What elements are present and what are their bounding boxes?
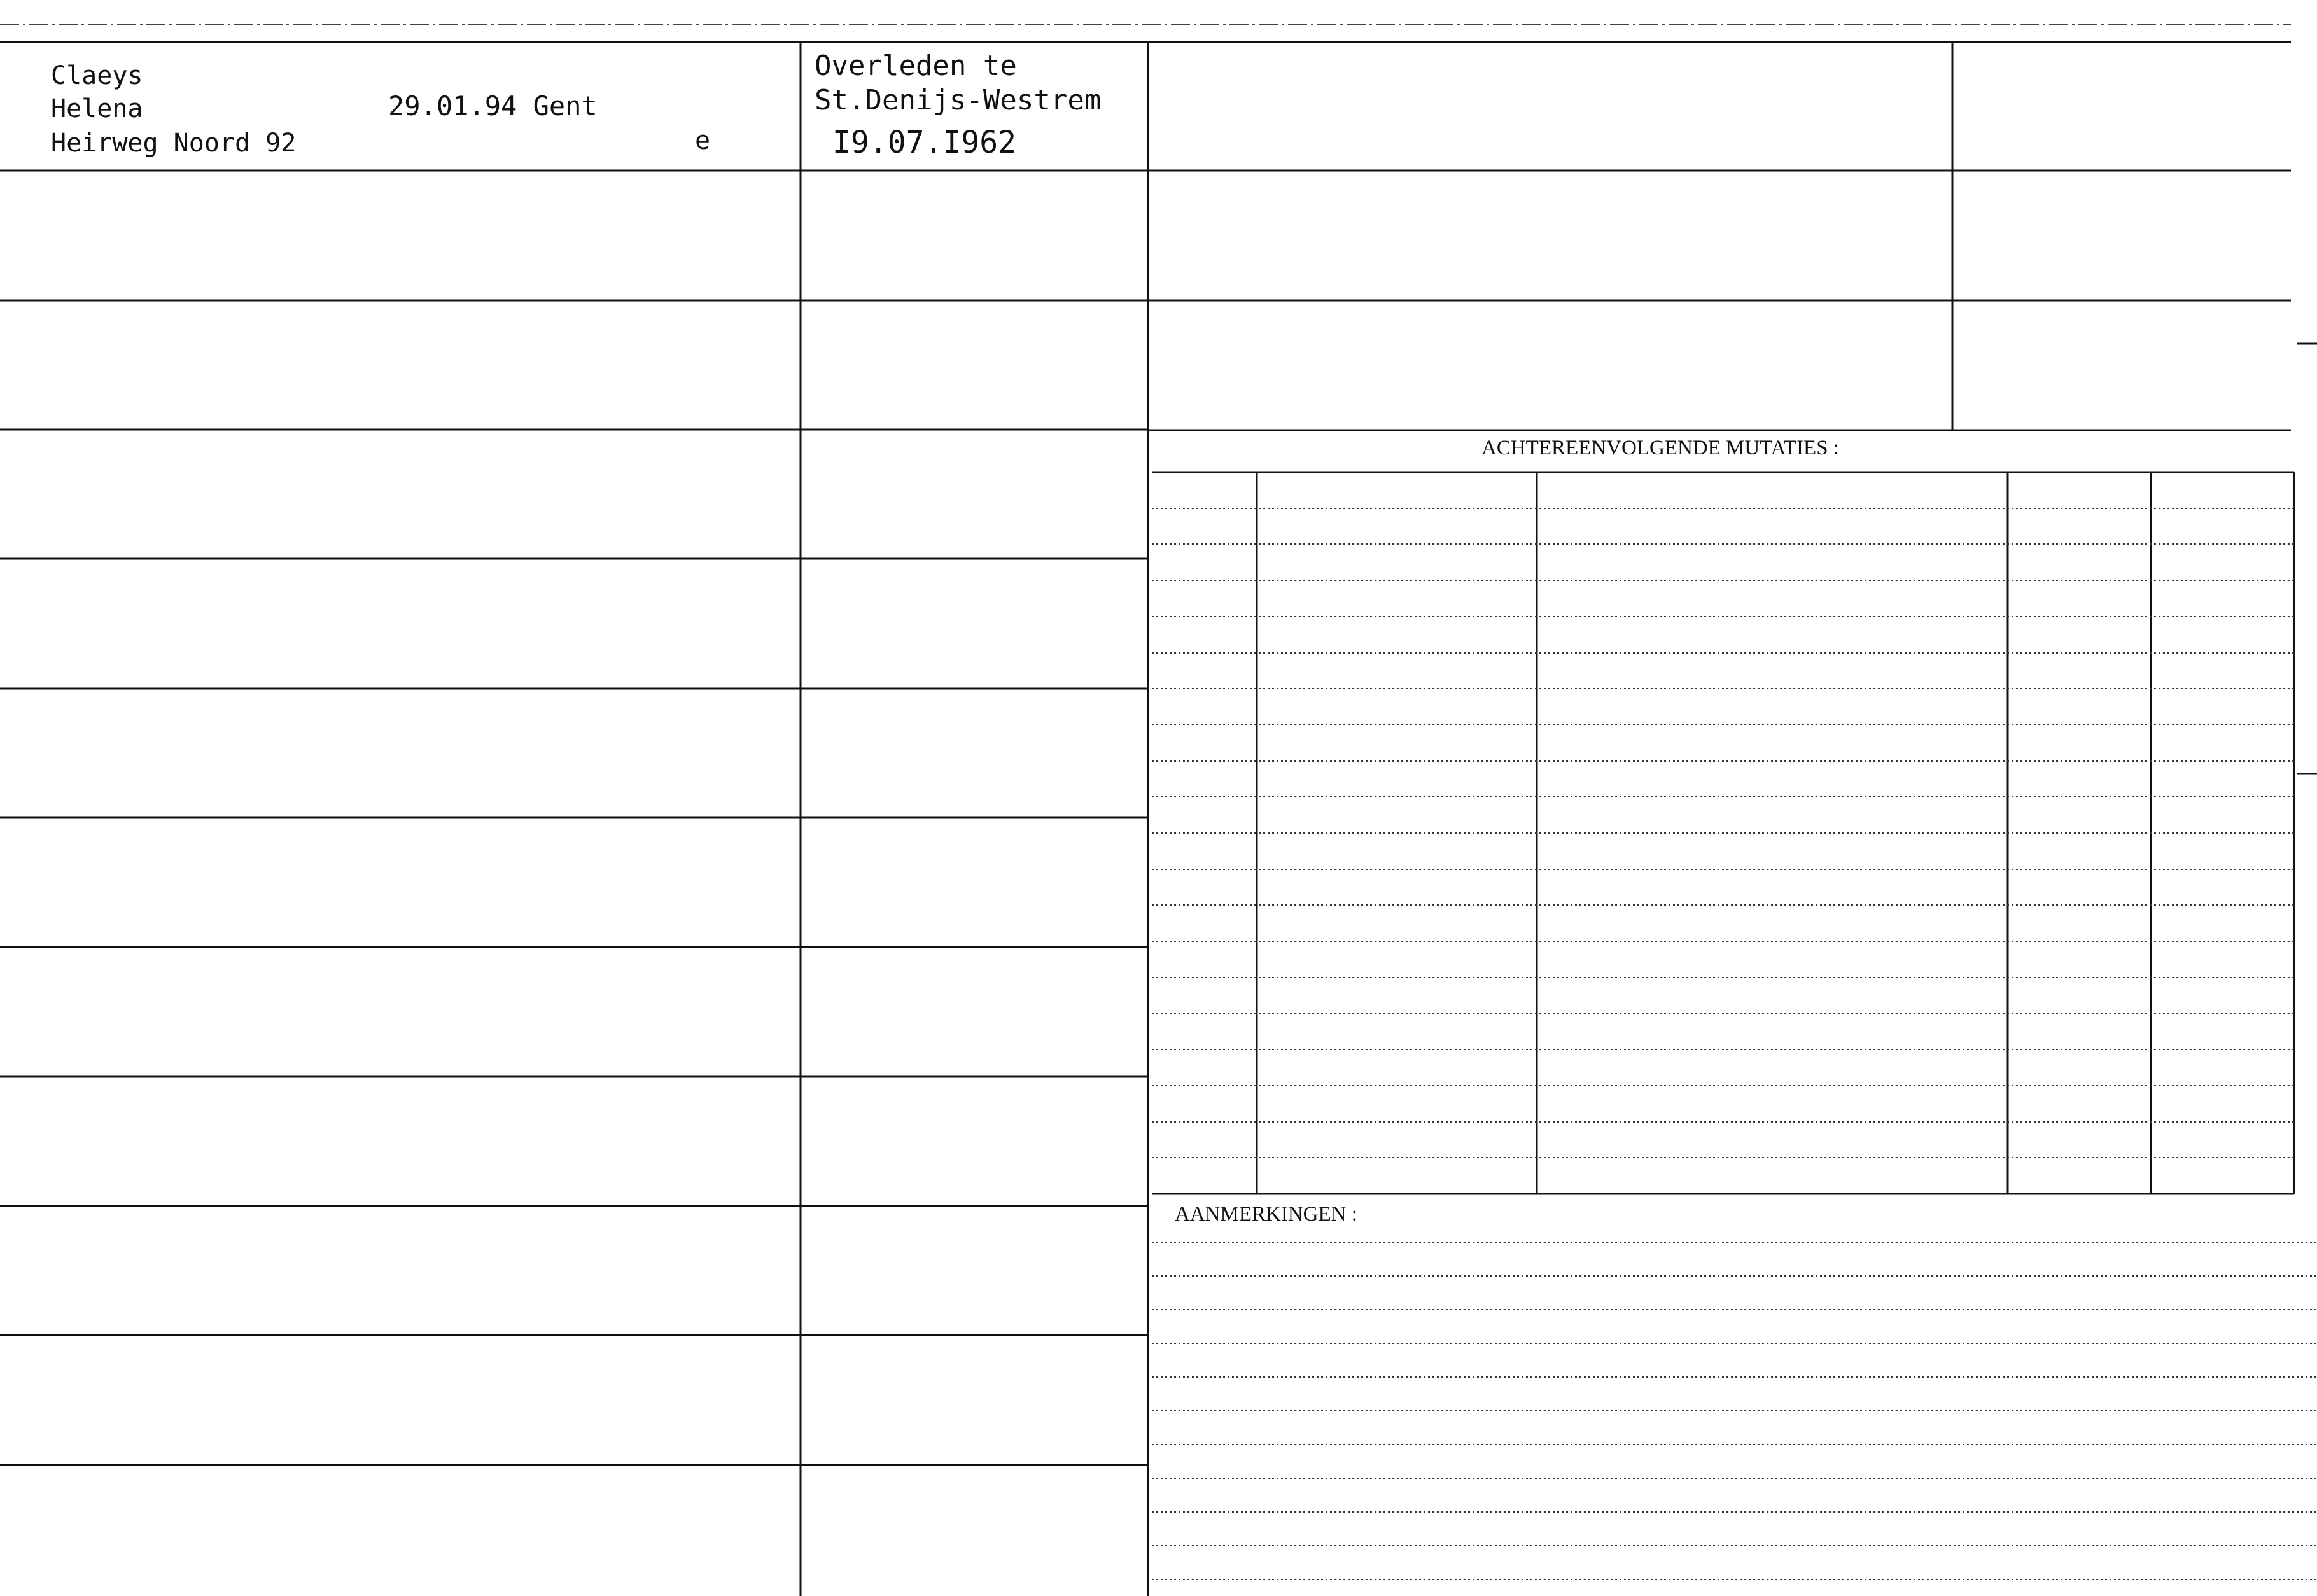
remarks-heading: AANMERKINGEN : <box>1175 1203 1357 1226</box>
person-mark: e <box>695 126 711 155</box>
person-address: Heirweg Noord 92 <box>51 129 297 158</box>
person-surname: Claeys <box>51 61 143 90</box>
death-date: I9.07.I962 <box>832 125 1016 160</box>
death-line-1: Overleden te <box>815 50 1017 82</box>
death-line-2: St.Denijs-Westrem <box>815 84 1102 116</box>
mutations-heading: ACHTEREENVOLGENDE MUTATIES : <box>1481 437 1839 459</box>
person-birth: 29.01.94 Gent <box>388 90 598 122</box>
person-first-name: Helena <box>51 94 143 123</box>
